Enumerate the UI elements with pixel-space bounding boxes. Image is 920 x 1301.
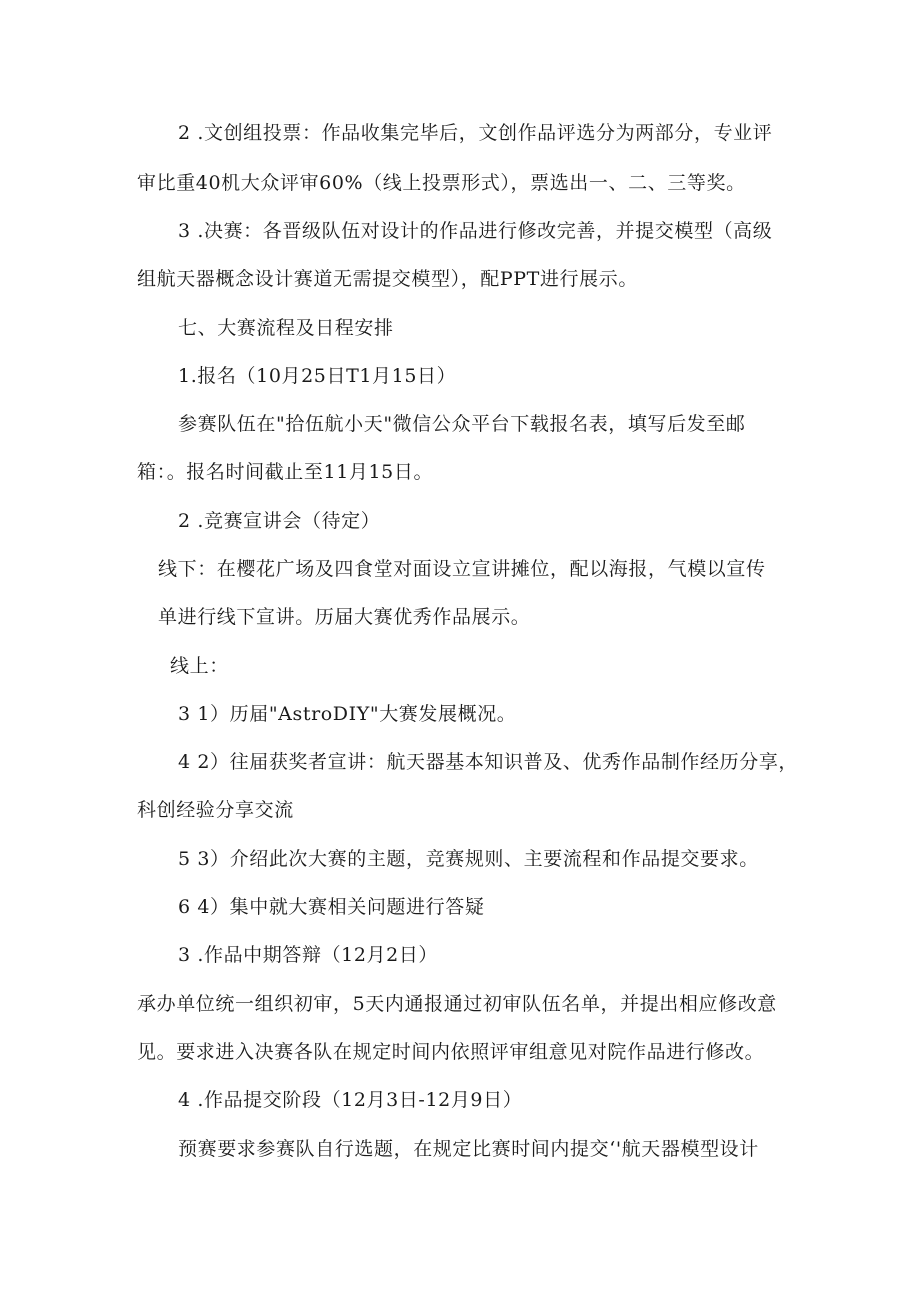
list-item: 3 1）历届"AstroDIY"大赛发展概况。 — [178, 703, 517, 725]
paragraph-line: 参赛队伍在"拾伍航小天"微信公众平台下载报名表，填写后发至邮 — [178, 413, 746, 435]
paragraph-line: 预赛要求参赛队自行选题，在规定比赛时间内提交‘'航天器模型设计 — [178, 1138, 759, 1160]
paragraph-line: 线上： — [170, 655, 229, 677]
paragraph-line: 审比重40机大众评审60%（线上投票形式），票选出一、二、三等奖。 — [137, 172, 746, 194]
paragraph-line: 2 .文创组投票：作品收集完毕后，文创作品评选分为两部分，专业评 — [178, 122, 773, 144]
subsection-heading: 1.报名（10月25日T1月15日） — [178, 365, 457, 387]
subsection-heading: 3 .作品中期答辩（12月2日） — [178, 944, 439, 966]
list-item: 6 4）集中就大赛相关问题进行答疑 — [178, 896, 485, 918]
section-heading: 七、大赛流程及日程安排 — [178, 317, 394, 339]
list-item-continuation: 科创经验分享交流 — [137, 799, 294, 821]
paragraph-line: 箱：。报名时间截止至11月15日。 — [137, 461, 434, 483]
paragraph-line: 3 .决赛：各晋级队伍对设计的作品进行修改完善，并提交模型（高级 — [178, 220, 773, 242]
paragraph-line: 线下：在樱花广场及四食堂对面设立宣讲摊位，配以海报，气模以宣传 — [158, 558, 766, 580]
paragraph-line: 单进行线下宣讲。历届大赛优秀作品展示。 — [158, 606, 531, 628]
paragraph-line: 见。要求进入决赛各队在规定时间内依照评审组意见对院作品进行修改。 — [137, 1041, 765, 1063]
paragraph-line: 承办单位统一组织初审，5天内通报通过初审队伍名单，并提出相应修改意 — [137, 993, 777, 1015]
list-item: 5 3）介绍此次大赛的主题，竞赛规则、主要流程和作品提交要求。 — [178, 848, 759, 870]
list-item: 4 2）往届获奖者宣讲：航天器基本知识普及、优秀作品制作经历分享， — [178, 751, 799, 773]
subsection-heading: 4 .作品提交阶段（12月3日-12月9日） — [178, 1089, 523, 1111]
paragraph-line: 组航天器概念设计赛道无需提交模型），配PPT进行展示。 — [137, 268, 638, 290]
subsection-heading: 2 .竞赛宣讲会（待定） — [178, 510, 381, 532]
